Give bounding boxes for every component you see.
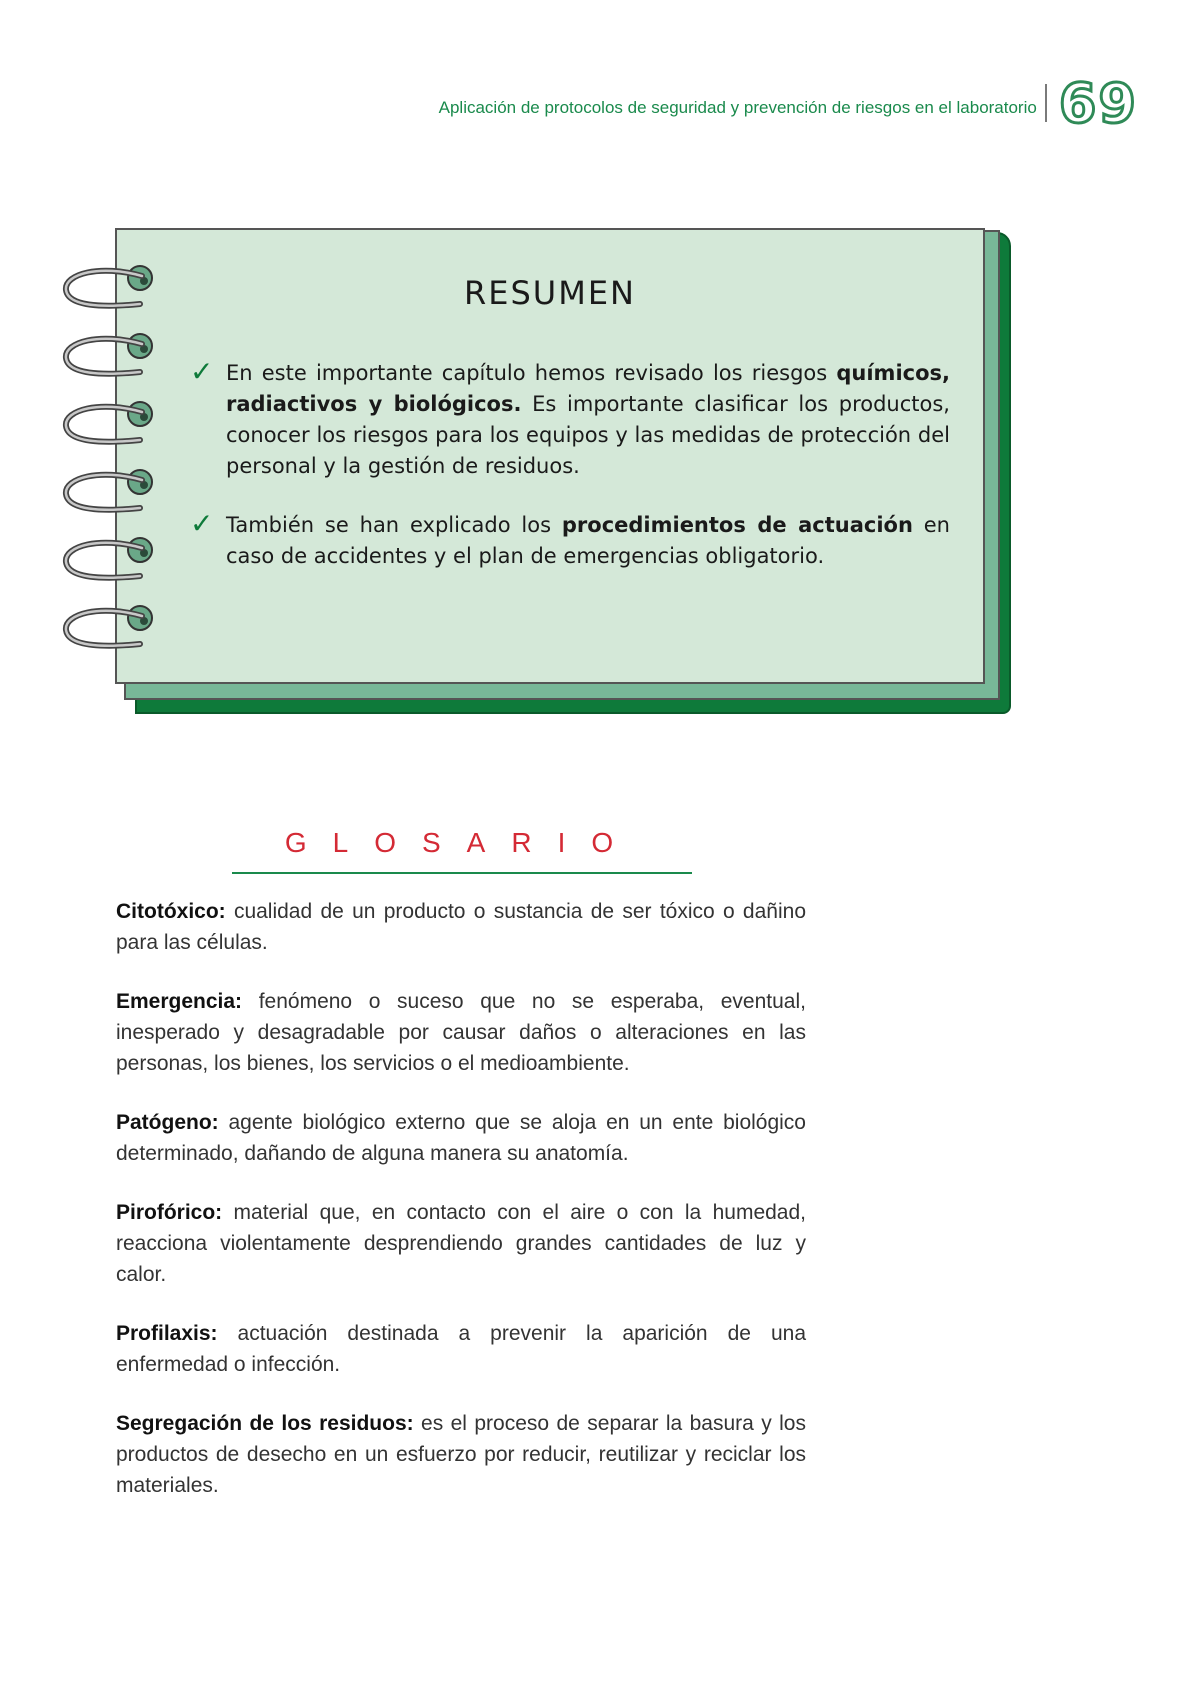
glosario-term: Segregación de los residuos: (116, 1412, 414, 1435)
resumen-text: Es importante clasificar los productos, conocer los riesgos para los equipos y las medidas de protección del personal y la gestión de residuos. (226, 392, 950, 478)
glosario-definition: fenómeno o suceso que no se esperaba, eventual, inesperado y desagradable por causar daños o alteraciones en las personas, los bienes, los servicios o el medioambiente. (116, 990, 806, 1075)
glosario-entry (116, 986, 806, 1079)
glosario-definition: es el proceso de separar la basura y los productos de desecho en un esfuerzo por reducir, reutilizar y reciclar los materiales. (116, 1412, 806, 1497)
checkmark-icon: ✓ (190, 355, 214, 388)
glosario-term: Pirofórico: (116, 1201, 223, 1224)
glosario-entry (116, 1197, 806, 1290)
glosario-entry (116, 1318, 806, 1380)
glosario-term: Emergencia: (116, 990, 243, 1013)
resumen-bold: químicos, radiactivos y biológicos. (226, 361, 950, 416)
glosario-entry (116, 896, 806, 958)
glosario-term: Citotóxico: (116, 900, 226, 923)
resumen-notepad (60, 228, 1020, 718)
resumen-item (190, 507, 950, 572)
glosario-term: Profilaxis: (116, 1322, 218, 1345)
glosario-list (116, 896, 806, 1529)
glosario-entry (116, 1408, 806, 1501)
header-title: Aplicación de protocolos de seguridad y prevención de riesgos en el laboratorio (438, 98, 1037, 117)
glosario-definition: actuación destinada a prevenir la aparición de una enfermedad o infección. (116, 1322, 806, 1376)
glosario-definition: cualidad de un producto o sustancia de ser tóxico o dañino para las células. (116, 900, 806, 954)
glosario-underline (232, 872, 692, 874)
resumen-bold: procedimientos de actuación (561, 513, 913, 537)
glosario-definition: agente biológico externo que se aloja en un ente biológico determinado, dañando de alguna manera su anatomía. (116, 1111, 806, 1165)
header-divider (1045, 84, 1047, 122)
page-number: 69 (1058, 72, 1138, 135)
resumen-text: En este importante capítulo hemos revisado los riesgos (226, 361, 837, 385)
page-header (438, 72, 1138, 135)
resumen-text: También se han explicado los (226, 513, 562, 537)
resumen-item (190, 355, 950, 482)
resumen-list (190, 355, 950, 600)
glosario-title: GLOSARIO (284, 827, 640, 858)
resumen-title: RESUMEN (464, 274, 636, 312)
glosario-definition: material que, en contacto con el aire o con la humedad, reacciona violentamente desprendiendo grandes cantidades de luz y calor. (116, 1201, 806, 1286)
glosario-term: Patógeno: (116, 1111, 219, 1134)
checkmark-icon: ✓ (190, 507, 214, 540)
glosario-entry (116, 1107, 806, 1169)
resumen-text: en caso de accidentes y el plan de emergencias obligatorio. (226, 513, 950, 568)
